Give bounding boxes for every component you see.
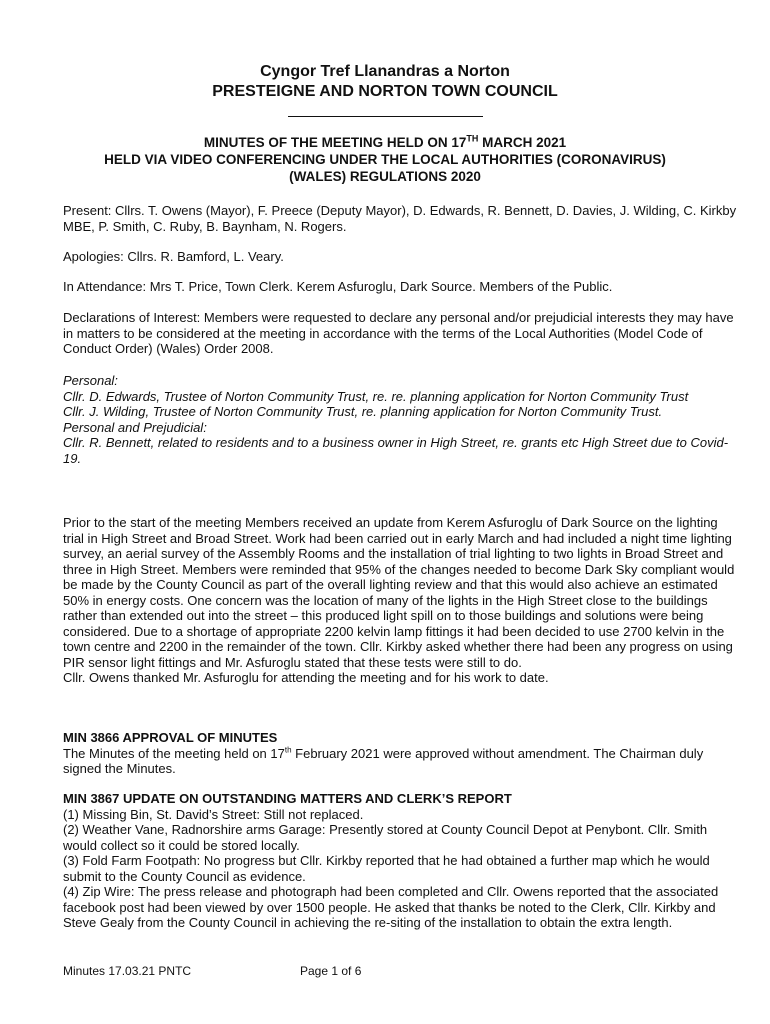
min3867-item: (2) Weather Vane, Radnorshire arms Garage: Presently stored at County Council Depot at Penybont. Cllr. Smith would collect so it could be stored locally. xyxy=(63,822,708,853)
min3867-section xyxy=(63,791,739,931)
meeting-heading-line3: (WALES) REGULATIONS 2020 xyxy=(289,169,481,184)
lighting-thanks-paragraph: Cllr. Owens thanked Mr. Asfuroglu for attending the meeting and for his work to date. xyxy=(63,670,549,685)
min3866-text: The Minutes of the meeting held on 17th February 2021 were approved without amendment. The Chairman duly signed the Minutes. xyxy=(63,745,704,776)
attendance-paragraph: In Attendance: Mrs T. Price, Town Clerk. Kerem Asfuroglu, Dark Source. Members of the Public. xyxy=(63,279,613,294)
apologies-paragraph: Apologies: Cllrs. R. Bamford, L. Veary. xyxy=(63,249,284,264)
prejudicial-interest-1: Cllr. R. Bennett, related to residents and to a business owner in High Street, re. grants etc High Street due to Covid-19. xyxy=(63,435,729,466)
meeting-heading xyxy=(0,134,770,185)
footer-page-number: Page 1 of 6 xyxy=(300,964,362,978)
lighting-update-paragraph: Prior to the start of the meeting Members received an update from Kerem Asfuroglu of Dark Source on the lighting trial in High Street and Broad Street. Work had been carried out in early March and had included a night time lighting survey, an aerial survey of the Assembly Rooms and the installation of trial lighting to two lights in Broad Street and three in High Street. Members were reminded that 95% of the changes needed to become Dark Sky compliant would be made by the County Council as part of the overall lighting review and that this would also achieve an estimated 50% in energy costs. One concern was the location of many of the lights in the High Street close to the buildings rather than extended out into the street – this produced light spill on to those buildings and solutions were being considered. Due to a shortage of appropriate 2200 kelvin lamp fittings it had been decided to use 2700 kelvin in the town centre and 2200 in the remainder of the town. Cllr. Kirkby asked whether there had been any progress on using PIR sensor light fittings and Mr. Asfuroglu stated that these tests were still to do. xyxy=(63,515,735,670)
interests-section xyxy=(63,373,739,466)
council-welsh-title: Cyngor Tref Llanandras a Norton xyxy=(260,63,510,80)
personal-label: Personal: xyxy=(63,373,118,388)
council-english-title: PRESTEIGNE AND NORTON TOWN COUNCIL xyxy=(212,83,558,100)
min3866-section xyxy=(63,730,739,777)
personal-interest-2: Cllr. J. Wilding, Trustee of Norton Community Trust, re. planning application for Norton Community Trust. xyxy=(63,404,663,419)
prejudicial-label: Personal and Prejudicial: xyxy=(63,419,207,435)
min3867-heading: MIN 3867 UPDATE ON OUTSTANDING MATTERS AND CLERK’S REPORT xyxy=(63,791,512,806)
min3867-item: (3) Fold Farm Footpath: No progress but Cllr. Kirkby reported that he had obtained a further map which he would submit to the County Council as evidence. xyxy=(63,853,710,884)
min3867-item: (4) Zip Wire: The press release and photograph had been completed and Cllr. Owens reported that the associated facebook post had been viewed by over 1500 people. He asked that thanks be noted to the Clerk, Cllr. Kirkby and Steve Gealy from the County Council in achieving the re-siting of the installation to obtain the extra length. xyxy=(63,884,719,930)
title-underline xyxy=(288,116,483,117)
present-paragraph: Present: Cllrs. T. Owens (Mayor), F. Preece (Deputy Mayor), D. Edwards, R. Bennett, D. Davies, J. Wilding, C. Kirkby MBE, P. Smith, C. Ruby, B. Baynham, N. Rogers. xyxy=(63,203,737,234)
min3866-heading: MIN 3866 APPROVAL OF MINUTES xyxy=(63,730,278,745)
meeting-heading-line2: HELD VIA VIDEO CONFERENCING UNDER THE LOCAL AUTHORITIES (CORONAVIRUS) xyxy=(104,152,666,167)
declarations-paragraph: Declarations of Interest: Members were requested to declare any personal and/or prejudicial interests they may have in matters to be considered at the meeting in accordance with the terms of the Local Authorities (Model Code of Conduct Order) (Wales) Order 2008. xyxy=(63,310,734,356)
min3867-item: (1) Missing Bin, St. David’s Street: Still not replaced. xyxy=(63,806,364,822)
lighting-update-section xyxy=(63,515,739,686)
personal-interest-1: Cllr. D. Edwards, Trustee of Norton Community Trust, re. re. planning application for Norton Community Trust xyxy=(63,388,689,404)
footer-doc-ref: Minutes 17.03.21 PNTC xyxy=(63,964,192,978)
meeting-heading-line1: MINUTES OF THE MEETING HELD ON 17TH MARCH 2021 xyxy=(203,133,567,150)
